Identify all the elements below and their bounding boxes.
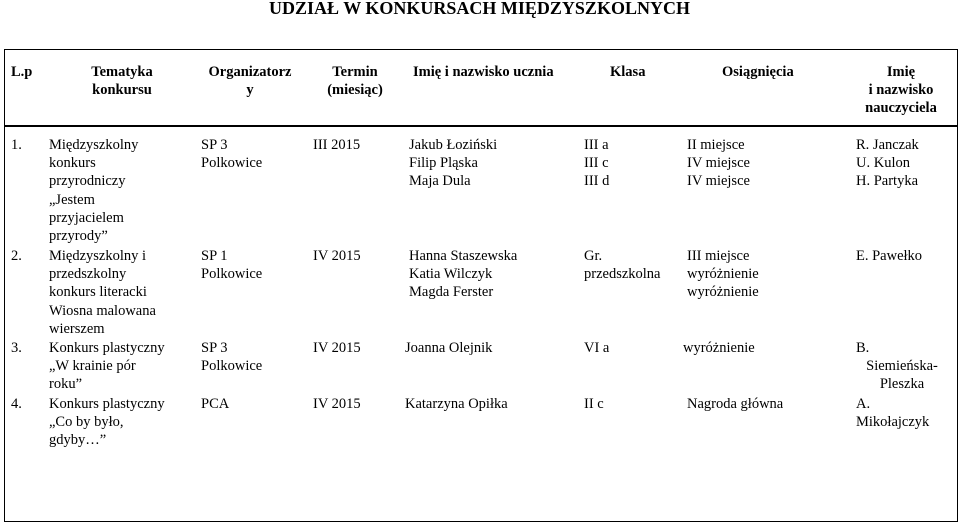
row2-classes: Gr. przedszkolna <box>584 248 661 283</box>
row3-lp: 3. <box>11 340 22 356</box>
row3-theme: Konkurs plastyczny „W krainie pór roku” <box>49 340 165 393</box>
row3-achievements: wyróżnienie <box>683 340 755 356</box>
header-class: Klasa <box>610 64 646 80</box>
header-organizer: Organizatorz y <box>208 64 292 99</box>
row1-classes: III a III c III d <box>584 137 610 190</box>
row1-lp: 1. <box>11 137 22 153</box>
row3-teachers: B. Siemieńska- Pleszka <box>856 340 938 393</box>
row1-students: Jakub Łoziński Filip Pląska Maja Dula <box>409 137 498 190</box>
header-achievements: Osiągnięcia <box>722 64 794 80</box>
header-term: Termin (miesiąc) <box>327 64 383 99</box>
row4-achievements: Nagroda główna <box>687 396 784 412</box>
header-theme: Tematyka konkursu <box>91 64 153 99</box>
row2-lp: 2. <box>11 248 22 264</box>
row3-term: IV 2015 <box>313 340 361 356</box>
row4-teachers: A. Mikołajczyk <box>856 396 930 431</box>
header-divider <box>4 125 958 127</box>
row2-students: Hanna Staszewska Katia Wilczyk Magda Ferster <box>409 248 518 301</box>
row1-teachers: R. Janczak U. Kulon H. Partyka <box>856 137 919 190</box>
row1-theme: Międzyszkolny konkurs przyrodniczy „Jestem przyjacielem przyrody” <box>49 137 139 245</box>
row3-classes: VI a <box>584 340 610 356</box>
document-title: UDZIAŁ W KONKURSACH MIĘDZYSZKOLNYCH <box>269 0 690 18</box>
row1-achievements: II miejsce IV miejsce IV miejsce <box>687 137 750 190</box>
row3-students: Joanna Olejnik <box>405 340 493 356</box>
header-teacher: Imię i nazwisko nauczyciela <box>865 64 937 117</box>
row2-theme: Międzyszkolny i przedszkolny konkurs literacki Wiosna malowana wierszem <box>49 248 156 337</box>
row4-classes: II c <box>584 396 604 412</box>
row4-term: IV 2015 <box>313 396 361 412</box>
header-student: Imię i nazwisko ucznia <box>413 64 554 80</box>
row4-students: Katarzyna Opiłka <box>405 396 508 412</box>
row1-organizer: SP 3 Polkowice <box>201 137 263 172</box>
row2-teachers: E. Pawełko <box>856 248 923 264</box>
row2-organizer: SP 1 Polkowice <box>201 248 263 283</box>
row3-organizer: SP 3 Polkowice <box>201 340 263 375</box>
row4-theme: Konkurs plastyczny „Co by było, gdyby…” <box>49 396 165 449</box>
row4-organizer: PCA <box>201 396 230 412</box>
row1-term: III 2015 <box>313 137 361 153</box>
row4-lp: 4. <box>11 396 22 412</box>
row2-term: IV 2015 <box>313 248 361 264</box>
header-lp: L.p <box>11 64 33 80</box>
row2-achievements: III miejsce wyróżnienie wyróżnienie <box>687 248 759 301</box>
